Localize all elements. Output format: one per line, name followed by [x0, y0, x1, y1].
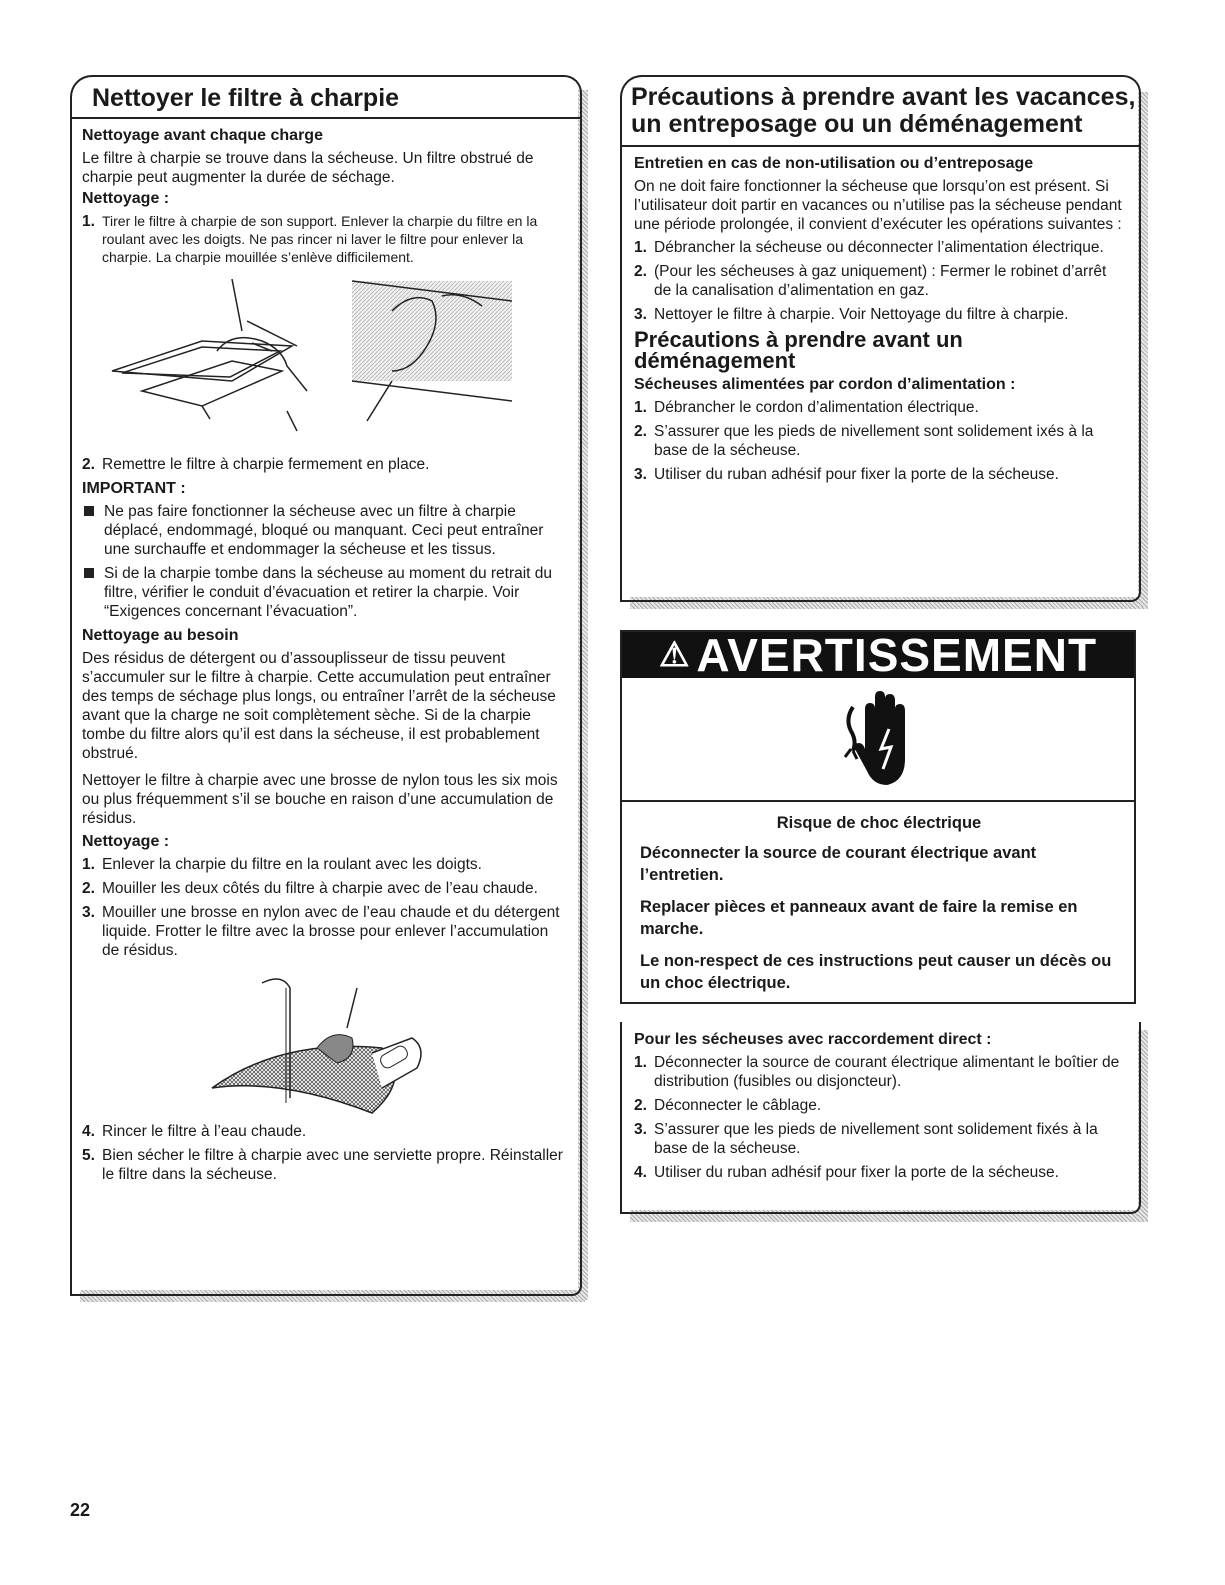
- list-item: 1. Déconnecter la source de courant électrique alimentant le boîtier de distribution (fusibles ou disjoncteur).: [634, 1054, 1120, 1090]
- list-item: 4. Utiliser du ruban adhésif pour fixer la porte de la sécheuse.: [634, 1164, 1059, 1181]
- direct-wire-content: [634, 1028, 1126, 1187]
- residue-paragraph: Des résidus de détergent ou d’assouplisseur de tissu peuvent s’accumuler sur le filtre à charpie. Cette accumulation peut entraîner des temps de séchage plus longs, ou entraîner l’arrêt de la sécheuse avant que la charge ne soit complètement sèche. Si de la charpie tombe du filtre alors qu’il est dans la sécheuse, il est probablement obstrué.: [82, 650, 556, 762]
- list-item: 2. (Pour les sécheuses à gaz uniquement) : Fermer le robinet d’arrêt de la canalisation d’alimentation en gaz.: [634, 263, 1107, 299]
- warning-icon-area: [622, 678, 1134, 802]
- bullet-item: Ne pas faire fonctionner la sécheuse avec un filtre à charpie déplacé, endommagé, bloqué ou manquant. Ceci peut entraîner une surchauffe et endommager la sécheuse et les tissus.: [82, 502, 568, 559]
- list-item: 1. Débrancher la sécheuse ou déconnecter l’alimentation électrique.: [634, 239, 1104, 256]
- list-item: 1. Enlever la charpie du filtre en la roulant avec les doigts.: [82, 856, 482, 873]
- right-section-title-line1: Précautions à prendre avant les vacances,: [631, 83, 1136, 111]
- list-item: 4. Rincer le filtre à l’eau chaude.: [82, 1123, 307, 1140]
- important-label: IMPORTANT :: [82, 480, 186, 497]
- subheading-direct-wire: Pour les sécheuses avec raccordement direct :: [634, 1031, 992, 1048]
- right-content: [634, 152, 1126, 489]
- subheading-cord: Sécheuses alimentées par cordon d’alimentation :: [634, 376, 1016, 393]
- list-item: 1. Tirer le filtre à charpie de son support. Enlever la charpie du filtre en la roulant avec les doigts. Ne pas rincer ni laver le filtre pour enlever la charpie. La charpie mouillée s’enlève difficilement.: [82, 213, 538, 265]
- subheading-storage: Entretien en cas de non-utilisation ou d’entreposage: [634, 155, 1034, 172]
- warning-line: Déconnecter la source de courant électrique avant l’entretien.: [640, 844, 1037, 884]
- list-item: 3. Nettoyer le filtre à charpie. Voir Nettoyage du filtre à charpie.: [634, 306, 1069, 323]
- right-title-rule: [620, 145, 1139, 147]
- subheading-before-each-load: Nettoyage avant chaque charge: [82, 127, 323, 144]
- warning-line: Le non-respect de ces instructions peut causer un décès ou un choc électrique.: [640, 952, 1112, 992]
- lint-filter-illustration: [82, 271, 568, 451]
- warning-banner: [622, 629, 1134, 681]
- warning-line: Replacer pièces et panneaux avant de faire la remise en marche.: [640, 898, 1078, 938]
- left-title-rule: [70, 117, 580, 119]
- brush-cleaning-illustration: [82, 968, 568, 1118]
- list-item: 1. Débrancher le cordon d’alimentation électrique.: [634, 399, 979, 416]
- moving-heading-line1: Précautions à prendre avant un: [634, 327, 963, 352]
- list-item: 2. Déconnecter le câblage.: [634, 1097, 822, 1114]
- subheading-cleaning-2: Nettoyage :: [82, 833, 170, 850]
- left-content: [82, 124, 568, 1189]
- list-item: 3. Utiliser du ruban adhésif pour fixer la porte de la sécheuse.: [634, 466, 1059, 483]
- list-item: 2. Mouiller les deux côtés du filtre à charpie avec de l’eau chaude.: [82, 880, 538, 897]
- storage-intro: On ne doit faire fonctionner la sécheuse que lorsqu’on est présent. Si l’utilisateur doit partir en vacances ou n’utilise pas la sécheuse pendant une période prolongée, il convient d’exécuter les opérations suivantes :: [634, 178, 1122, 233]
- subheading-as-needed: Nettoyage au besoin: [82, 627, 239, 644]
- warning-label: AVERTISSEMENT: [696, 629, 1098, 681]
- list-item: 3. Mouiller une brosse en nylon avec de l’eau chaude et du détergent liquide. Frotter le filtre avec la brosse pour enlever l’accumulation de résidus.: [82, 904, 560, 959]
- list-item: 2. Remettre le filtre à charpie fermement en place.: [82, 456, 430, 473]
- intro-paragraph: Le filtre à charpie se trouve dans la sécheuse. Un filtre obstrué de charpie peut augmenter la durée de séchage.: [82, 150, 534, 186]
- bullet-item: Si de la charpie tombe dans la sécheuse au moment du retrait du filtre, vérifier le conduit d’évacuation et retirer la charpie. Voir “Exigences concernant l’évacuation”.: [82, 564, 568, 621]
- warning-triangle-icon: ⚠: [658, 636, 691, 674]
- warning-text: [640, 812, 1118, 1004]
- electric-shock-icon: [843, 689, 913, 789]
- list-item: 3. S’assurer que les pieds de nivellement sont solidement fixés à la base de la sécheuse.: [634, 1121, 1098, 1157]
- list-item: 5. Bien sécher le filtre à charpie avec une serviette propre. Réinstaller le filtre dans la sécheuse.: [82, 1147, 563, 1183]
- right-section-title-line2: un entreposage ou un déménagement: [631, 110, 1083, 138]
- moving-heading-line2: déménagement: [634, 348, 796, 373]
- subheading-cleaning: Nettoyage :: [82, 190, 170, 207]
- left-section-title: Nettoyer le filtre à charpie: [92, 84, 400, 112]
- brush-paragraph: Nettoyer le filtre à charpie avec une brosse de nylon tous les six mois ou plus fréquemment s’il se bouche en raison d’une accumulation de résidus.: [82, 772, 558, 827]
- list-item: 2. S’assurer que les pieds de nivellement sont solidement ixés à la base de la sécheuse.: [634, 423, 1094, 459]
- page-number: 22: [70, 1500, 91, 1520]
- warning-risk: Risque de choc électrique: [776, 814, 982, 832]
